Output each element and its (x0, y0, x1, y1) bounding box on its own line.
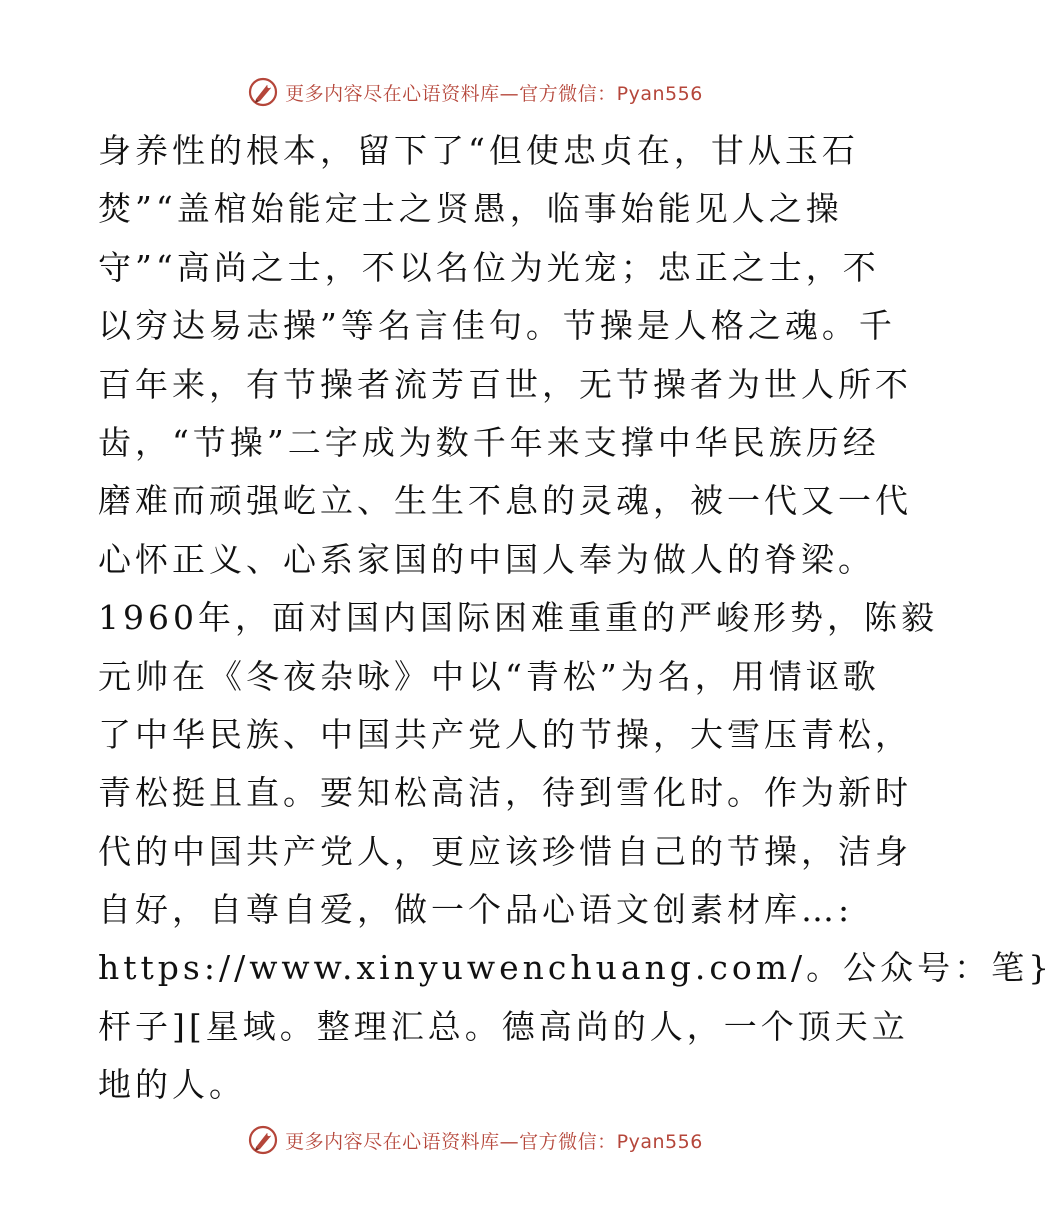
body-line: 了中华民族、中国共产党人的节操，大雪压青松， (98, 714, 912, 754)
body-line: 自好，自尊自爱，做一个品心语文创素材库…: (98, 890, 854, 930)
footer-banner-text: 更多内容尽在心语资料库—官方微信：Pyan556 (285, 1130, 703, 1153)
body-line-url[interactable]: https://www.xinyuwenchuang.com/。公众号：笔} (98, 948, 1053, 988)
body-line: 身养性的根本，留下了“但使忠贞在，甘从玉石 (98, 131, 859, 170)
body-line: 青松挺且直。要知松高洁，待到雪化时。作为新时 (98, 773, 912, 813)
footer-banner (0, 1120, 950, 1160)
body-line: 代的中国共产党人，更应该珍惜自己的节操，洁身 (98, 831, 912, 871)
body-line: 杆子][星域。整理汇总。德高尚的人，一个顶天立 (98, 1006, 909, 1046)
body-line: 1960年，面对国内国际困难重重的严峻形势，陈毅 (98, 598, 938, 638)
body-line: 心怀正义、心系家国的中国人奉为做人的脊梁。 (98, 539, 875, 579)
header-banner-text: 更多内容尽在心语资料库—官方微信：Pyan556 (285, 82, 703, 105)
body-line: 齿，“节操”二字成为数千年来支撑中华民族历经 (98, 422, 880, 462)
header-banner (0, 72, 950, 112)
body-line: 元帅在《冬夜杂咏》中以“青松”为名，用情讴歌 (98, 656, 880, 696)
document-body (98, 122, 1053, 1115)
pen-logo-icon (247, 1124, 279, 1156)
body-line: 以穷达易志操”等名言佳句。节操是人格之魂。千 (98, 306, 896, 346)
body-line: 地的人。 (98, 1065, 246, 1105)
body-line: 焚”“盖棺始能定士之贤愚，临事始能见人之操 (98, 189, 843, 229)
pen-logo-icon (247, 76, 279, 108)
body-line: 百年来，有节操者流芳百世，无节操者为世人所不 (98, 364, 912, 404)
body-line: 磨难而顽强屹立、生生不息的灵魂，被一代又一代 (98, 481, 912, 521)
body-line: 守”“高尚之士，不以名位为光宠；忠正之士，不 (98, 247, 880, 287)
